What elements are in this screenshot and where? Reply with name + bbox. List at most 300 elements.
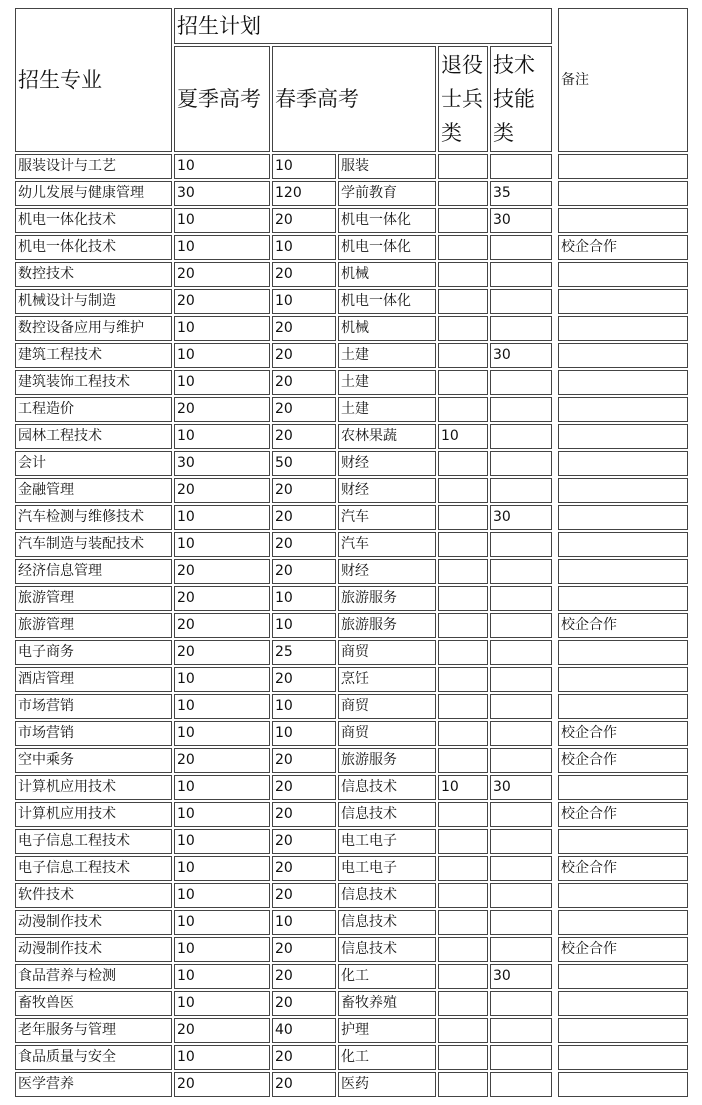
cell-veteran: 10 xyxy=(438,775,488,800)
cell-skill xyxy=(490,1072,552,1097)
header-note: 备注 xyxy=(558,8,688,152)
cell-skill: 30 xyxy=(490,343,552,368)
table-row xyxy=(15,397,688,422)
cell-summer: 20 xyxy=(174,397,270,422)
cell-note xyxy=(558,397,688,422)
cell-veteran xyxy=(438,964,488,989)
cell-note: 校企合作 xyxy=(558,613,688,638)
cell-note: 校企合作 xyxy=(558,235,688,260)
cell-note xyxy=(558,667,688,692)
spacer xyxy=(554,748,556,773)
spacer xyxy=(554,964,556,989)
cell-spring: 20 xyxy=(272,316,336,341)
cell-major: 计算机应用技术 xyxy=(15,802,172,827)
cell-veteran xyxy=(438,1018,488,1043)
cell-skill xyxy=(490,694,552,719)
cell-spring-category: 财经 xyxy=(338,559,436,584)
cell-spring: 10 xyxy=(272,613,336,638)
spacer xyxy=(554,208,556,233)
spacer xyxy=(554,1018,556,1043)
cell-summer: 20 xyxy=(174,478,270,503)
cell-skill xyxy=(490,1018,552,1043)
cell-veteran xyxy=(438,910,488,935)
cell-note xyxy=(558,208,688,233)
cell-veteran xyxy=(438,667,488,692)
table-row xyxy=(15,667,688,692)
cell-spring: 50 xyxy=(272,451,336,476)
cell-summer: 10 xyxy=(174,937,270,962)
spacer xyxy=(554,721,556,746)
cell-major: 市场营销 xyxy=(15,721,172,746)
cell-note xyxy=(558,505,688,530)
cell-veteran xyxy=(438,1072,488,1097)
cell-spring-category: 机械 xyxy=(338,316,436,341)
cell-skill xyxy=(490,721,552,746)
cell-spring-category: 学前教育 xyxy=(338,181,436,206)
cell-major: 园林工程技术 xyxy=(15,424,172,449)
header-skill: 技术技能类 xyxy=(490,46,552,152)
cell-spring-category: 医药 xyxy=(338,1072,436,1097)
table-row xyxy=(15,883,688,908)
cell-summer: 10 xyxy=(174,856,270,881)
spacer xyxy=(554,451,556,476)
cell-skill xyxy=(490,991,552,1016)
spacer xyxy=(554,370,556,395)
cell-note xyxy=(558,883,688,908)
cell-veteran xyxy=(438,721,488,746)
cell-summer: 10 xyxy=(174,424,270,449)
cell-summer: 10 xyxy=(174,694,270,719)
cell-spring-category: 电工电子 xyxy=(338,829,436,854)
spacer xyxy=(554,775,556,800)
cell-note xyxy=(558,343,688,368)
cell-spring-category: 机电一体化 xyxy=(338,208,436,233)
cell-spring-category: 土建 xyxy=(338,370,436,395)
cell-spring-category: 服装 xyxy=(338,154,436,179)
cell-spring: 20 xyxy=(272,775,336,800)
cell-summer: 20 xyxy=(174,613,270,638)
cell-note xyxy=(558,829,688,854)
cell-spring-category: 商贸 xyxy=(338,640,436,665)
cell-summer: 30 xyxy=(174,181,270,206)
cell-spring: 10 xyxy=(272,289,336,314)
cell-major: 机电一体化技术 xyxy=(15,208,172,233)
cell-skill xyxy=(490,424,552,449)
cell-major: 旅游管理 xyxy=(15,613,172,638)
cell-note xyxy=(558,289,688,314)
cell-spring-category: 信息技术 xyxy=(338,937,436,962)
table-row xyxy=(15,721,688,746)
cell-spring: 20 xyxy=(272,505,336,530)
cell-summer: 10 xyxy=(174,910,270,935)
cell-spring: 20 xyxy=(272,991,336,1016)
table-row xyxy=(15,532,688,557)
cell-summer: 20 xyxy=(174,640,270,665)
table-row xyxy=(15,370,688,395)
cell-major: 电子信息工程技术 xyxy=(15,829,172,854)
cell-skill xyxy=(490,667,552,692)
cell-skill xyxy=(490,532,552,557)
cell-summer: 10 xyxy=(174,154,270,179)
cell-spring-category: 信息技术 xyxy=(338,883,436,908)
table-row xyxy=(15,937,688,962)
cell-skill xyxy=(490,910,552,935)
table-row xyxy=(15,559,688,584)
cell-spring-category: 信息技术 xyxy=(338,802,436,827)
cell-spring-category: 机电一体化 xyxy=(338,235,436,260)
cell-major: 畜牧兽医 xyxy=(15,991,172,1016)
cell-note xyxy=(558,775,688,800)
cell-veteran xyxy=(438,829,488,854)
cell-note xyxy=(558,586,688,611)
cell-spring: 20 xyxy=(272,532,336,557)
cell-major: 动漫制作技术 xyxy=(15,937,172,962)
cell-skill xyxy=(490,235,552,260)
cell-spring-category: 商贸 xyxy=(338,694,436,719)
spacer xyxy=(554,1045,556,1070)
cell-skill xyxy=(490,640,552,665)
cell-note xyxy=(558,964,688,989)
cell-veteran xyxy=(438,208,488,233)
cell-spring-category: 土建 xyxy=(338,397,436,422)
cell-summer: 20 xyxy=(174,559,270,584)
cell-spring-category: 旅游服务 xyxy=(338,748,436,773)
cell-spring-category: 烹饪 xyxy=(338,667,436,692)
table-row xyxy=(15,154,688,179)
cell-summer: 20 xyxy=(174,1018,270,1043)
cell-note: 校企合作 xyxy=(558,937,688,962)
spacer xyxy=(554,316,556,341)
cell-note xyxy=(558,532,688,557)
spacer xyxy=(554,8,556,152)
cell-spring: 20 xyxy=(272,829,336,854)
cell-summer: 10 xyxy=(174,775,270,800)
cell-summer: 10 xyxy=(174,991,270,1016)
table-row xyxy=(15,235,688,260)
cell-major: 建筑工程技术 xyxy=(15,343,172,368)
table-row xyxy=(15,289,688,314)
header-veteran: 退役士兵类 xyxy=(438,46,488,152)
cell-major: 动漫制作技术 xyxy=(15,910,172,935)
cell-spring-category: 机电一体化 xyxy=(338,289,436,314)
table-row xyxy=(15,991,688,1016)
cell-summer: 10 xyxy=(174,964,270,989)
cell-summer: 10 xyxy=(174,829,270,854)
cell-note xyxy=(558,478,688,503)
spacer xyxy=(554,154,556,179)
cell-skill xyxy=(490,937,552,962)
cell-note xyxy=(558,370,688,395)
cell-summer: 10 xyxy=(174,343,270,368)
cell-note: 校企合作 xyxy=(558,748,688,773)
spacer xyxy=(554,883,556,908)
cell-summer: 10 xyxy=(174,667,270,692)
cell-spring-category: 机械 xyxy=(338,262,436,287)
cell-spring: 10 xyxy=(272,721,336,746)
header-spring: 春季高考 xyxy=(272,46,436,152)
cell-veteran xyxy=(438,505,488,530)
cell-spring: 10 xyxy=(272,586,336,611)
cell-veteran xyxy=(438,343,488,368)
cell-skill xyxy=(490,1045,552,1070)
spacer xyxy=(554,640,556,665)
cell-note xyxy=(558,694,688,719)
cell-summer: 20 xyxy=(174,586,270,611)
cell-skill xyxy=(490,451,552,476)
table-row xyxy=(15,424,688,449)
table-row xyxy=(15,208,688,233)
cell-spring: 20 xyxy=(272,478,336,503)
cell-spring: 10 xyxy=(272,910,336,935)
cell-spring: 10 xyxy=(272,154,336,179)
cell-summer: 10 xyxy=(174,532,270,557)
cell-spring: 20 xyxy=(272,748,336,773)
cell-summer: 30 xyxy=(174,451,270,476)
cell-skill xyxy=(490,856,552,881)
table-row xyxy=(15,1018,688,1043)
cell-summer: 20 xyxy=(174,748,270,773)
cell-spring-category: 信息技术 xyxy=(338,775,436,800)
table-row xyxy=(15,748,688,773)
header-plan: 招生计划 xyxy=(174,8,552,44)
cell-veteran xyxy=(438,532,488,557)
cell-major: 数控技术 xyxy=(15,262,172,287)
cell-skill xyxy=(490,748,552,773)
cell-skill xyxy=(490,316,552,341)
cell-spring: 20 xyxy=(272,208,336,233)
spacer xyxy=(554,829,556,854)
cell-spring-category: 土建 xyxy=(338,343,436,368)
cell-veteran xyxy=(438,883,488,908)
table-row xyxy=(15,694,688,719)
cell-major: 数控设备应用与维护 xyxy=(15,316,172,341)
cell-major: 医学营养 xyxy=(15,1072,172,1097)
header-summer: 夏季高考 xyxy=(174,46,270,152)
cell-veteran xyxy=(438,316,488,341)
cell-note xyxy=(558,1045,688,1070)
cell-spring: 10 xyxy=(272,694,336,719)
cell-major: 工程造价 xyxy=(15,397,172,422)
table-row xyxy=(15,1072,688,1097)
cell-summer: 10 xyxy=(174,370,270,395)
cell-major: 计算机应用技术 xyxy=(15,775,172,800)
cell-spring: 25 xyxy=(272,640,336,665)
cell-major: 老年服务与管理 xyxy=(15,1018,172,1043)
cell-summer: 10 xyxy=(174,802,270,827)
table-row xyxy=(15,343,688,368)
cell-note xyxy=(558,154,688,179)
cell-veteran xyxy=(438,289,488,314)
cell-skill xyxy=(490,586,552,611)
cell-spring-category: 电工电子 xyxy=(338,856,436,881)
cell-skill xyxy=(490,154,552,179)
cell-spring-category: 商贸 xyxy=(338,721,436,746)
cell-summer: 20 xyxy=(174,289,270,314)
cell-spring-category: 化工 xyxy=(338,964,436,989)
cell-summer: 10 xyxy=(174,883,270,908)
table-row xyxy=(15,316,688,341)
cell-spring: 20 xyxy=(272,559,336,584)
spacer xyxy=(554,910,556,935)
cell-summer: 10 xyxy=(174,505,270,530)
cell-major: 汽车制造与装配技术 xyxy=(15,532,172,557)
cell-major: 经济信息管理 xyxy=(15,559,172,584)
cell-veteran xyxy=(438,748,488,773)
cell-major: 旅游管理 xyxy=(15,586,172,611)
cell-veteran xyxy=(438,235,488,260)
cell-spring: 20 xyxy=(272,964,336,989)
cell-summer: 20 xyxy=(174,1072,270,1097)
cell-major: 电子信息工程技术 xyxy=(15,856,172,881)
cell-major: 机电一体化技术 xyxy=(15,235,172,260)
cell-spring-category: 信息技术 xyxy=(338,910,436,935)
cell-spring: 20 xyxy=(272,370,336,395)
spacer xyxy=(554,937,556,962)
cell-veteran xyxy=(438,1045,488,1070)
cell-major: 金融管理 xyxy=(15,478,172,503)
table-row xyxy=(15,478,688,503)
cell-note xyxy=(558,1018,688,1043)
cell-spring-category: 财经 xyxy=(338,451,436,476)
cell-spring: 40 xyxy=(272,1018,336,1043)
cell-spring: 20 xyxy=(272,262,336,287)
enrollment-plan-table xyxy=(13,6,690,1099)
cell-veteran xyxy=(438,181,488,206)
cell-veteran xyxy=(438,262,488,287)
cell-veteran xyxy=(438,451,488,476)
cell-spring: 20 xyxy=(272,1072,336,1097)
cell-note xyxy=(558,451,688,476)
table-row xyxy=(15,964,688,989)
cell-major: 市场营销 xyxy=(15,694,172,719)
cell-skill xyxy=(490,559,552,584)
spacer xyxy=(554,181,556,206)
cell-skill xyxy=(490,370,552,395)
cell-veteran: 10 xyxy=(438,424,488,449)
cell-spring: 20 xyxy=(272,1045,336,1070)
cell-veteran xyxy=(438,613,488,638)
cell-veteran xyxy=(438,370,488,395)
table-row xyxy=(15,910,688,935)
cell-note xyxy=(558,262,688,287)
header-major: 招生专业 xyxy=(15,8,172,152)
cell-skill xyxy=(490,883,552,908)
table-row xyxy=(15,262,688,287)
cell-skill: 30 xyxy=(490,775,552,800)
spacer xyxy=(554,802,556,827)
cell-note: 校企合作 xyxy=(558,856,688,881)
cell-spring-category: 汽车 xyxy=(338,532,436,557)
cell-summer: 10 xyxy=(174,316,270,341)
cell-skill: 30 xyxy=(490,505,552,530)
cell-major: 服装设计与工艺 xyxy=(15,154,172,179)
cell-spring: 20 xyxy=(272,802,336,827)
spacer xyxy=(554,235,556,260)
cell-spring: 20 xyxy=(272,937,336,962)
spacer xyxy=(554,991,556,1016)
cell-veteran xyxy=(438,586,488,611)
cell-note xyxy=(558,991,688,1016)
cell-skill xyxy=(490,289,552,314)
cell-skill xyxy=(490,802,552,827)
table-row xyxy=(15,802,688,827)
spacer xyxy=(554,478,556,503)
table-row xyxy=(15,829,688,854)
cell-summer: 20 xyxy=(174,262,270,287)
cell-spring-category: 旅游服务 xyxy=(338,613,436,638)
cell-spring-category: 农林果蔬 xyxy=(338,424,436,449)
cell-summer: 10 xyxy=(174,1045,270,1070)
cell-spring-category: 畜牧养殖 xyxy=(338,991,436,1016)
cell-skill xyxy=(490,262,552,287)
cell-skill: 30 xyxy=(490,964,552,989)
spacer xyxy=(554,397,556,422)
spacer xyxy=(554,505,556,530)
table-row xyxy=(15,451,688,476)
cell-spring: 20 xyxy=(272,856,336,881)
cell-spring: 20 xyxy=(272,667,336,692)
table-row xyxy=(15,1045,688,1070)
cell-spring: 20 xyxy=(272,397,336,422)
spacer xyxy=(554,586,556,611)
cell-major: 汽车检测与维修技术 xyxy=(15,505,172,530)
cell-note xyxy=(558,424,688,449)
cell-spring-category: 化工 xyxy=(338,1045,436,1070)
cell-major: 酒店管理 xyxy=(15,667,172,692)
cell-summer: 10 xyxy=(174,208,270,233)
cell-major: 会计 xyxy=(15,451,172,476)
cell-note xyxy=(558,910,688,935)
table-row xyxy=(15,856,688,881)
cell-major: 食品质量与安全 xyxy=(15,1045,172,1070)
cell-skill xyxy=(490,829,552,854)
spacer xyxy=(554,694,556,719)
spacer xyxy=(554,613,556,638)
cell-veteran xyxy=(438,802,488,827)
table-row xyxy=(15,181,688,206)
cell-note: 校企合作 xyxy=(558,721,688,746)
cell-veteran xyxy=(438,154,488,179)
table-row xyxy=(15,613,688,638)
cell-major: 幼儿发展与健康管理 xyxy=(15,181,172,206)
spacer xyxy=(554,559,556,584)
cell-veteran xyxy=(438,397,488,422)
table-row xyxy=(15,505,688,530)
cell-note xyxy=(558,640,688,665)
cell-spring-category: 旅游服务 xyxy=(338,586,436,611)
cell-major: 建筑装饰工程技术 xyxy=(15,370,172,395)
cell-spring: 120 xyxy=(272,181,336,206)
spacer xyxy=(554,289,556,314)
cell-veteran xyxy=(438,694,488,719)
spacer xyxy=(554,262,556,287)
cell-spring-category: 护理 xyxy=(338,1018,436,1043)
cell-major: 机械设计与制造 xyxy=(15,289,172,314)
cell-skill xyxy=(490,478,552,503)
cell-spring-category: 汽车 xyxy=(338,505,436,530)
cell-note: 校企合作 xyxy=(558,802,688,827)
cell-major: 电子商务 xyxy=(15,640,172,665)
spacer xyxy=(554,667,556,692)
cell-note xyxy=(558,559,688,584)
cell-veteran xyxy=(438,640,488,665)
cell-note xyxy=(558,1072,688,1097)
cell-skill: 30 xyxy=(490,208,552,233)
table-row xyxy=(15,640,688,665)
cell-veteran xyxy=(438,937,488,962)
cell-summer: 10 xyxy=(174,721,270,746)
cell-spring: 20 xyxy=(272,424,336,449)
